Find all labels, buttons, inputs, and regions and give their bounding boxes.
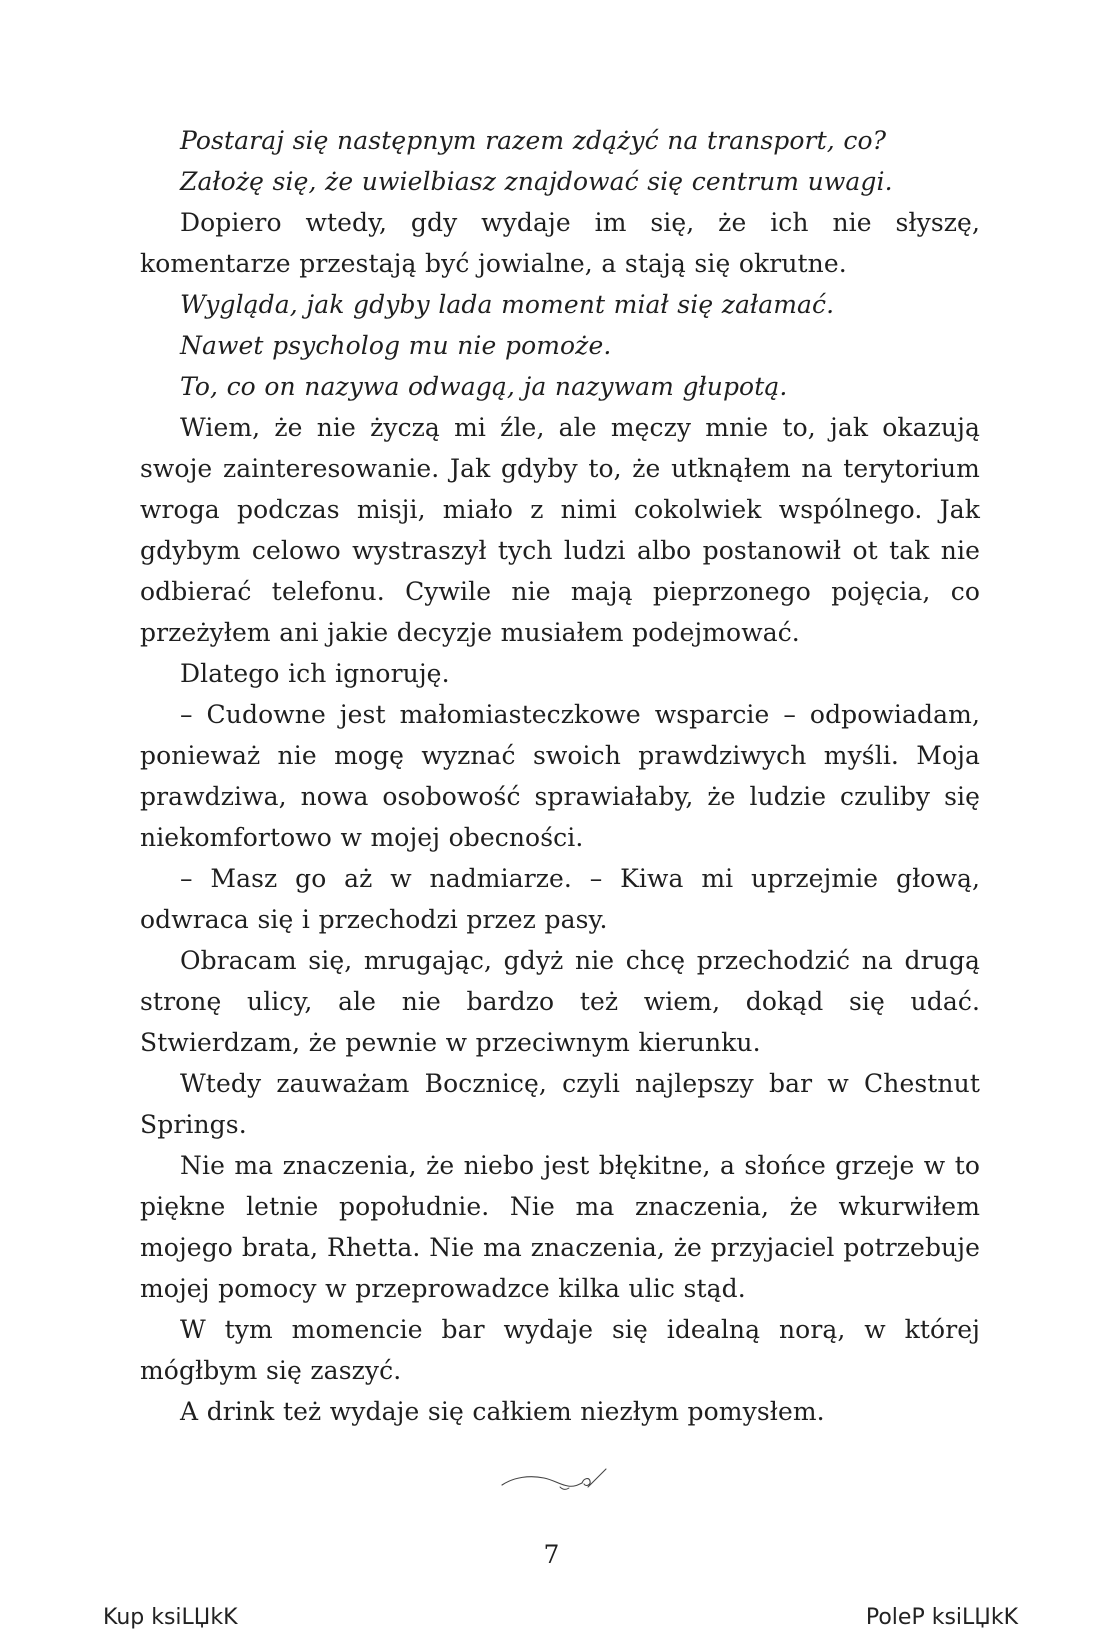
paragraph: A drink też wydaje się całkiem niezłym pomysłem. [180,1397,825,1426]
paragraph: Dopiero wtedy, gdy wydaje im się, że ich nie słyszę, komentarze przestają być jowialne, a stają się okrutne. [140,208,980,278]
page-body [140,120,980,1432]
paragraph: Wygląda, jak gdyby lada moment miał się załamać. [180,290,835,319]
paragraph: Dlatego ich ignoruję. [180,659,450,688]
paragraph: – Cudowne jest małomiasteczkowe wsparcie – odpowiadam, ponieważ nie mogę wyznać swoich prawdziwych myśli. Moja prawdziwa, nowa osobowość sprawiałaby, że ludzie czuliby się niekomfortowo w mojej obecności. [140,700,980,852]
paragraph: Postaraj się następnym razem zdążyć na transport, co? [180,126,887,155]
page-number: 7 [543,1540,560,1569]
footer-buy-link[interactable]: Kup ksiLЏkK [103,1605,238,1630]
paragraph: W tym momencie bar wydaje się idealną norą, w której mógłbym się zaszyć. [140,1315,980,1385]
paragraph: Założę się, że uwielbiasz znajdować się centrum uwagi. [180,167,893,196]
paragraph: Obracam się, mrugając, gdyż nie chcę przechodzić na drugą stronę ulicy, ale nie bardzo też wiem, dokąd się udać. Stwierdzam, że pewnie w przeciwnym kierunku. [140,946,980,1057]
flourish-divider-icon [500,1463,612,1495]
paragraph: To, co on nazywa odwagą, ja nazywam głupotą. [180,372,788,401]
paragraph: Wtedy zauważam Bocznicę, czyli najlepszy bar w Chestnut Springs. [140,1069,980,1139]
paragraph: Wiem, że nie życzą mi źle, ale męczy mnie to, jak okazują swoje zainteresowanie. Jak gdyby to, że utknąłem na terytorium wroga podczas misji, miało z nimi cokolwiek wspólnego. Jak gdybym celowo wystraszył tych ludzi albo postanowił ot tak nie odbierać telefonu. Cywile nie mają pieprzonego pojęcia, co przeżyłem ani jakie decyzje musiałem podejmować. [140,413,980,647]
paragraph: Nawet psycholog mu nie pomoże. [180,331,612,360]
footer-recommend-link[interactable]: PoleP ksiLЏkK [865,1605,1018,1630]
paragraph: Nie ma znaczenia, że niebo jest błękitne, a słońce grzeje w to piękne letnie popołudnie. Nie ma znaczenia, że wkurwiłem mojego brata, Rhetta. Nie ma znaczenia, że przyjaciel potrzebuje mojej pomocy w przeprowadzce kilka ulic stąd. [140,1151,980,1303]
paragraph: – Masz go aż w nadmiarze. – Kiwa mi uprzejmie głową, odwraca się i przechodzi przez pasy. [140,864,980,934]
